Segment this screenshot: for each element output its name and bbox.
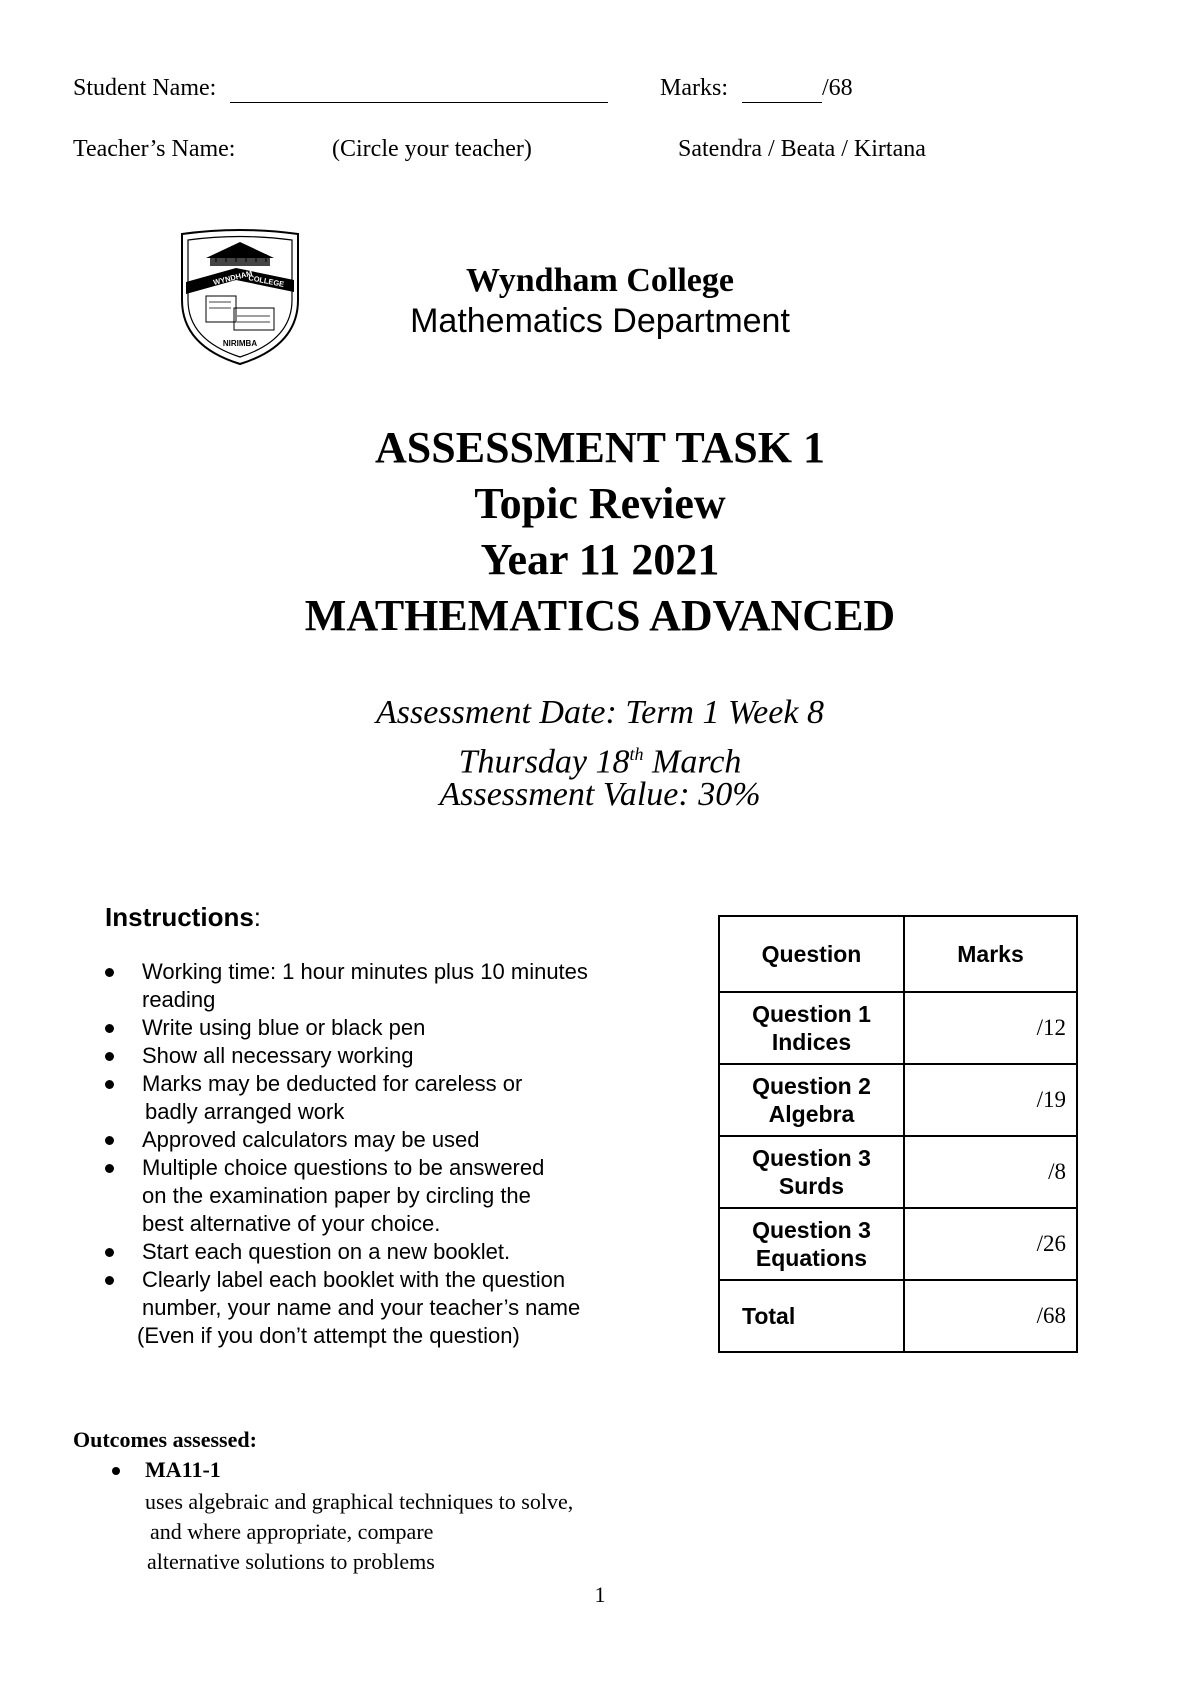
list-item-text: Working time: 1 hour minutes plus 10 minutes: [142, 959, 588, 984]
bullet-icon: [105, 968, 114, 977]
outcome-line: and where appropriate, compare: [150, 1519, 434, 1544]
assessment-day-prefix: Thursday 18: [458, 743, 630, 781]
total-label: Total: [719, 1280, 904, 1352]
question-number: Question 2: [752, 1073, 871, 1099]
table-row: [719, 1136, 1077, 1208]
svg-text:NIRIMBA: NIRIMBA: [222, 339, 258, 348]
marks-cell[interactable]: /26: [904, 1208, 1077, 1280]
svg-text:COLLEGE: COLLEGE: [247, 273, 285, 289]
question-cell: [719, 992, 904, 1064]
list-item-text: Write using blue or black pen: [142, 1015, 426, 1040]
list-item-text: on the examination paper by circling the: [142, 1183, 531, 1208]
student-name-row: [73, 75, 608, 103]
assessment-date: Assessment Date: Term 1 Week 8: [376, 694, 824, 731]
marks-row: [660, 75, 853, 103]
outcome-code: MA11-1: [145, 1457, 221, 1482]
list-item-text: Marks may be deducted for careless or: [142, 1071, 523, 1096]
question-number: Question 3: [752, 1217, 871, 1243]
marks-table: [718, 915, 1078, 1353]
outcome-line: alternative solutions to problems: [147, 1549, 435, 1574]
page-number: 1: [594, 1582, 606, 1607]
outcome-description: [145, 1487, 665, 1577]
marks-label: Marks:: [660, 75, 728, 101]
title-topic: Topic Review: [474, 479, 726, 528]
bullet-icon: [105, 1024, 114, 1033]
question-cell: [719, 1208, 904, 1280]
list-item-text: best alternative of your choice.: [142, 1211, 441, 1236]
teacher-instruction: (Circle your teacher): [332, 136, 532, 162]
list-item: [100, 958, 660, 1014]
bullet-icon: [105, 1276, 114, 1285]
list-item: [100, 1042, 660, 1070]
outcome-line: uses algebraic and graphical techniques to solve,: [145, 1489, 574, 1514]
list-item: [100, 1014, 660, 1042]
question-number: Question 1: [752, 1001, 871, 1027]
teacher-options[interactable]: Satendra / Beata / Kirtana: [678, 136, 926, 162]
list-item: [100, 1126, 660, 1154]
student-name-line[interactable]: [230, 75, 608, 103]
bullet-icon: [105, 1248, 114, 1257]
marks-line[interactable]: [742, 75, 822, 103]
title-year: Year 11 2021: [480, 535, 720, 584]
instructions-heading: Instructions:: [105, 902, 262, 932]
table-row: [719, 1208, 1077, 1280]
question-cell: [719, 1136, 904, 1208]
assessment-day-month: March: [643, 743, 742, 781]
marks-cell[interactable]: /19: [904, 1064, 1077, 1136]
marks-cell[interactable]: /8: [904, 1136, 1077, 1208]
list-item-text: (Even if you don’t attempt the question): [137, 1323, 520, 1348]
marks-cell[interactable]: /12: [904, 992, 1077, 1064]
instructions-heading-text: Instructions: [105, 902, 254, 932]
header-marks: Marks: [904, 916, 1077, 992]
table-row: [719, 992, 1077, 1064]
question-topic: Equations: [755, 1245, 868, 1271]
header-question: Question: [719, 916, 904, 992]
table-total-row: [719, 1280, 1077, 1352]
assessment-day-suffix-sup: th: [629, 744, 644, 764]
list-item-text: Multiple choice questions to be answered: [142, 1155, 545, 1180]
bullet-icon: [105, 1052, 114, 1061]
question-topic: Surds: [778, 1173, 845, 1199]
list-item-text: Clearly label each booklet with the question: [142, 1267, 566, 1292]
total-marks-cell[interactable]: /68: [904, 1280, 1077, 1352]
question-number: Question 3: [752, 1145, 871, 1171]
teacher-label: Teacher’s Name:: [73, 136, 236, 162]
student-name-label: Student Name:: [73, 75, 217, 101]
bullet-icon: [105, 1080, 114, 1089]
list-item: [100, 1070, 660, 1126]
question-topic: Indices: [771, 1029, 852, 1055]
list-item-text: number, your name and your teacher’s name: [142, 1295, 581, 1320]
department-name: Mathematics Department: [410, 302, 790, 340]
list-item-text: Start each question on a new booklet.: [142, 1239, 511, 1264]
list-item: [100, 1266, 660, 1350]
college-name: Wyndham College: [466, 262, 734, 299]
svg-text:WYNDHAM: WYNDHAM: [212, 268, 254, 287]
list-item-text: reading: [142, 987, 216, 1012]
list-item-text: Show all necessary working: [142, 1043, 414, 1068]
bullet-icon: [105, 1136, 114, 1145]
list-item-text: Approved calculators may be used: [142, 1127, 480, 1152]
question-cell: [719, 1064, 904, 1136]
bullet-icon: [105, 1164, 114, 1173]
title-course: MATHEMATICS ADVANCED: [304, 591, 896, 640]
list-item: [100, 1238, 660, 1266]
title-assessment-task: ASSESSMENT TASK 1: [375, 423, 825, 472]
table-header-row: [719, 916, 1077, 992]
marks-total: /68: [822, 75, 853, 101]
assessment-value: Assessment Value: 30%: [439, 776, 761, 813]
list-item-text: badly arranged work: [145, 1099, 345, 1124]
instructions-list: [100, 958, 660, 1350]
table-row: [719, 1064, 1077, 1136]
question-topic: Algebra: [768, 1101, 855, 1127]
outcomes-heading: Outcomes assessed:: [73, 1427, 257, 1452]
list-item: [100, 1154, 660, 1238]
bullet-icon: [112, 1467, 120, 1475]
